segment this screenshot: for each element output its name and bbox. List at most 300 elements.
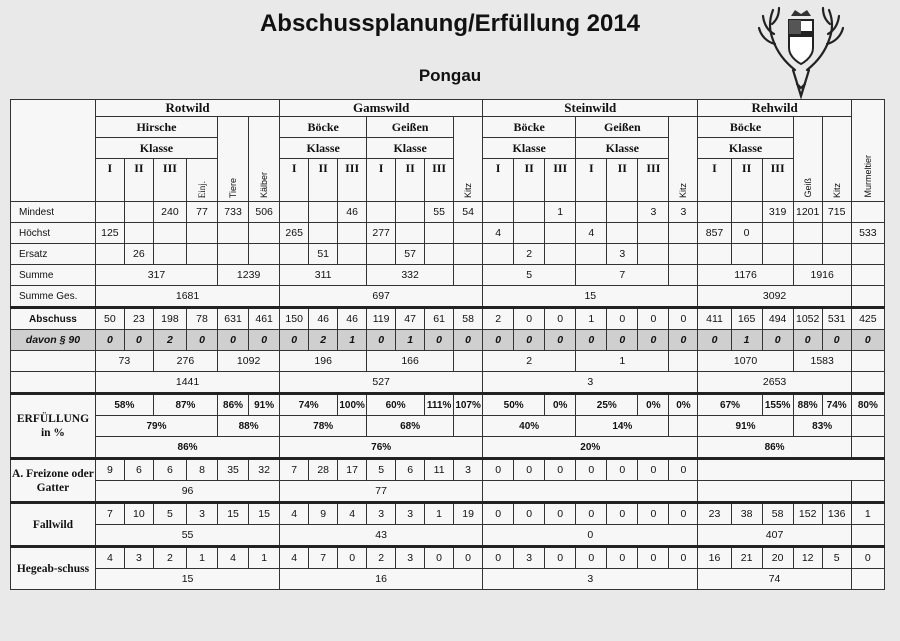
cell: [762, 244, 793, 265]
cell: 46: [338, 202, 367, 223]
cell: 317: [95, 265, 217, 286]
cell: 0: [514, 503, 545, 525]
cell: [607, 202, 638, 223]
cell: 1: [576, 351, 669, 372]
cell: 1583: [793, 351, 851, 372]
cell: 23: [124, 308, 153, 330]
cell: 0: [669, 547, 698, 569]
cell: 91%: [249, 394, 280, 416]
cell: 15: [95, 569, 279, 590]
cell: 68%: [367, 416, 454, 437]
cell: 32: [249, 459, 280, 481]
cell: 74%: [822, 394, 851, 416]
cell: 0: [638, 459, 669, 481]
row-hoechst: [11, 223, 885, 244]
cell: 91%: [698, 416, 793, 437]
cell: 0%: [638, 394, 669, 416]
cell: 125: [95, 223, 124, 244]
cell: 76%: [280, 437, 483, 459]
row-label: Höchst: [11, 223, 96, 244]
cell: [249, 223, 280, 244]
cell: 86%: [218, 394, 249, 416]
cell: [638, 223, 669, 244]
cell: 1: [249, 547, 280, 569]
cell: [851, 202, 884, 223]
cell: [851, 569, 884, 590]
cell: 74%: [280, 394, 338, 416]
group-rehwild: Rehwild: [698, 100, 851, 117]
cell: 3: [483, 569, 698, 590]
cell: [309, 223, 338, 244]
cell: 0%: [545, 394, 576, 416]
cell: 14%: [576, 416, 669, 437]
cell: 0: [124, 330, 153, 351]
col-class: III: [153, 159, 186, 202]
cell: 15: [249, 503, 280, 525]
col-stein-kitz: Kitz: [669, 117, 698, 202]
cell: 0: [425, 330, 454, 351]
cell: 1681: [95, 286, 279, 308]
cell: 26: [124, 244, 153, 265]
stag-antler-crest-icon: [755, 4, 847, 100]
cell: [454, 351, 483, 372]
cell: 697: [280, 286, 483, 308]
cell: [793, 223, 822, 244]
cell: 50%: [483, 394, 545, 416]
cell: 88%: [218, 416, 280, 437]
cell: 0: [638, 547, 669, 569]
cell: 3092: [698, 286, 851, 308]
cell: 4: [218, 547, 249, 569]
cell: 28: [309, 459, 338, 481]
cell: 265: [280, 223, 309, 244]
cell: 3: [396, 547, 425, 569]
sub-hirsche: Hirsche: [95, 117, 217, 138]
cell: 58: [762, 503, 793, 525]
sub-klasse: Klasse: [367, 138, 454, 159]
col-class: I: [576, 159, 607, 202]
cell: 23: [698, 503, 731, 525]
cell: [11, 351, 96, 372]
cell: 50: [95, 308, 124, 330]
cell: [851, 437, 884, 459]
cell: 6: [396, 459, 425, 481]
col-kaelber: Kälber: [249, 117, 280, 202]
cell: [396, 223, 425, 244]
cell: 3: [669, 202, 698, 223]
cell: 0: [669, 330, 698, 351]
cell: [396, 202, 425, 223]
cell: [638, 244, 669, 265]
cell: 60%: [367, 394, 425, 416]
row-label: Summe Ges.: [11, 286, 96, 308]
cell: 1: [731, 330, 762, 351]
cell: [124, 223, 153, 244]
cell: [249, 244, 280, 265]
cell: 0: [576, 330, 607, 351]
sub-klasse: Klasse: [698, 138, 793, 159]
cell: 12: [793, 547, 822, 569]
cell: 20: [762, 547, 793, 569]
cell: 100%: [338, 394, 367, 416]
cell: 0: [607, 459, 638, 481]
row-freizone-sum: [11, 481, 885, 503]
cell: 0: [483, 459, 514, 481]
cell: 4: [338, 503, 367, 525]
row-label: davon § 90: [11, 330, 96, 351]
sub-gams-boecke: Böcke: [280, 117, 367, 138]
cell: [454, 223, 483, 244]
cell: [731, 202, 762, 223]
cell: [669, 351, 698, 372]
cell: 119: [367, 308, 396, 330]
cell: 0: [514, 459, 545, 481]
cell: 0: [793, 330, 822, 351]
cell: [698, 202, 731, 223]
group-gamswild: Gamswild: [280, 100, 483, 117]
cell: 9: [95, 459, 124, 481]
cell: 494: [762, 308, 793, 330]
row-label-freizone: A. Freizone oder Gatter: [11, 459, 96, 503]
col-class: I: [483, 159, 514, 202]
cell: 4: [576, 223, 607, 244]
cell: 107%: [454, 394, 483, 416]
planning-table: [10, 99, 885, 590]
cell: 165: [731, 308, 762, 330]
cell: 0: [514, 330, 545, 351]
sub-stein-boecke: Böcke: [483, 117, 576, 138]
cell: 55: [95, 525, 279, 547]
cell: 506: [249, 202, 280, 223]
cell: 3: [186, 503, 217, 525]
cell: [483, 481, 698, 503]
col-einj: Einj.: [186, 159, 217, 202]
cell: 20%: [483, 437, 698, 459]
cell: 57: [396, 244, 425, 265]
cell: [218, 244, 249, 265]
row-label-hegeabschuss: Hegeab-schuss: [11, 547, 96, 590]
cell: 86%: [698, 437, 851, 459]
cell: 166: [367, 351, 454, 372]
cell: 19: [454, 503, 483, 525]
cell: 1916: [793, 265, 851, 286]
cell: 0: [483, 547, 514, 569]
cell: 58%: [95, 394, 153, 416]
cell: 83%: [793, 416, 851, 437]
row-davon: [11, 330, 885, 351]
cell: 407: [698, 525, 851, 547]
cell: [607, 223, 638, 244]
cell: 3: [124, 547, 153, 569]
col-class: III: [545, 159, 576, 202]
cell: [425, 223, 454, 244]
cell: [793, 244, 822, 265]
row-freizone: [11, 459, 885, 481]
cell: 2653: [698, 372, 851, 394]
cell: 4: [483, 223, 514, 244]
cell: 1: [425, 503, 454, 525]
row-label-fallwild: Fallwild: [11, 503, 96, 547]
cell: 78: [186, 308, 217, 330]
cell: 0: [669, 503, 698, 525]
col-class: III: [338, 159, 367, 202]
cell: 1201: [793, 202, 822, 223]
cell: 0: [607, 308, 638, 330]
cell: 198: [153, 308, 186, 330]
cell: 3: [607, 244, 638, 265]
cell: 87%: [153, 394, 217, 416]
cell: [669, 416, 698, 437]
cell: 0: [669, 459, 698, 481]
cell: [153, 223, 186, 244]
sub-klasse: Klasse: [280, 138, 367, 159]
cell: 0: [669, 308, 698, 330]
cell: [851, 525, 884, 547]
cell: [367, 202, 396, 223]
cell: 2: [153, 330, 186, 351]
cell: [851, 372, 884, 394]
cell: [545, 223, 576, 244]
cell: 46: [338, 308, 367, 330]
cell: [698, 459, 885, 481]
cell: [454, 265, 483, 286]
cell: 332: [367, 265, 454, 286]
row-abschuss-ges: [11, 372, 885, 394]
cell: 152: [793, 503, 822, 525]
sub-klasse: Klasse: [95, 138, 217, 159]
cell: 51: [309, 244, 338, 265]
cell: [698, 244, 731, 265]
cell: 0: [280, 330, 309, 351]
cell: 2: [309, 330, 338, 351]
cell: 0: [454, 330, 483, 351]
cell: 86%: [95, 437, 279, 459]
cell: 77: [186, 202, 217, 223]
cell: 10: [124, 503, 153, 525]
cell: [425, 244, 454, 265]
group-steinwild: Steinwild: [483, 100, 698, 117]
row-summe: [11, 265, 885, 286]
cell: [576, 202, 607, 223]
cell: 0: [731, 223, 762, 244]
cell: 276: [153, 351, 217, 372]
cell: [669, 223, 698, 244]
cell: [483, 244, 514, 265]
cell: 0: [249, 330, 280, 351]
cell: 1239: [218, 265, 280, 286]
col-class: III: [638, 159, 669, 202]
cell: 77: [280, 481, 483, 503]
cell: 61: [425, 308, 454, 330]
cell: [454, 416, 483, 437]
cell: 88%: [793, 394, 822, 416]
cell: 0: [514, 308, 545, 330]
cell: [280, 202, 309, 223]
cell: [851, 481, 884, 503]
row-hegeabschuss-sum: [11, 569, 885, 590]
cell: [851, 244, 884, 265]
cell: 2: [367, 547, 396, 569]
cell: 5: [367, 459, 396, 481]
cell: 311: [280, 265, 367, 286]
cell: [218, 223, 249, 244]
cell: 73: [95, 351, 153, 372]
cell: [124, 202, 153, 223]
cell: 631: [218, 308, 249, 330]
cell: [851, 351, 884, 372]
cell: [851, 416, 884, 437]
cell: [95, 244, 124, 265]
cell: 1: [851, 503, 884, 525]
cell: 0: [95, 330, 124, 351]
cell: 0: [218, 330, 249, 351]
cell: 0: [545, 330, 576, 351]
col-gams-kitz: Kitz: [454, 117, 483, 202]
cell: 54: [454, 202, 483, 223]
cell: 40%: [483, 416, 576, 437]
col-class: I: [280, 159, 309, 202]
cell: 150: [280, 308, 309, 330]
row-ersatz: [11, 244, 885, 265]
cell: 0: [638, 330, 669, 351]
cell: 0: [851, 330, 884, 351]
cell: [95, 202, 124, 223]
cell: 1: [338, 330, 367, 351]
sub-gams-geissen: Geißen: [367, 117, 454, 138]
cell: 2: [514, 244, 545, 265]
col-class: II: [309, 159, 338, 202]
cell: 1052: [793, 308, 822, 330]
col-murmeltier: Murmeltier: [851, 100, 884, 202]
cell: 319: [762, 202, 793, 223]
cell: 96: [95, 481, 279, 503]
cell: 0: [483, 330, 514, 351]
cell: 3: [514, 547, 545, 569]
group-rotwild: Rotwild: [95, 100, 279, 117]
cell: 79%: [95, 416, 217, 437]
cell: [514, 223, 545, 244]
cell: 0: [638, 308, 669, 330]
col-tiere: Tiere: [218, 117, 249, 202]
cell: [669, 265, 698, 286]
cell: 0: [698, 330, 731, 351]
cell: 1: [396, 330, 425, 351]
cell: 0: [425, 547, 454, 569]
cell: [731, 244, 762, 265]
page-subtitle: Pongau: [418, 66, 482, 85]
cell: [483, 202, 514, 223]
cell: 531: [822, 308, 851, 330]
row-hegeabschuss: [11, 547, 885, 569]
sub-reh-boecke: Böcke: [698, 117, 793, 138]
cell: 411: [698, 308, 731, 330]
cell: 3: [396, 503, 425, 525]
cell: 21: [731, 547, 762, 569]
cell: 5: [153, 503, 186, 525]
cell: 16: [280, 569, 483, 590]
sub-klasse: Klasse: [576, 138, 669, 159]
cell: 136: [822, 503, 851, 525]
row-label: Abschuss: [11, 308, 96, 330]
row-erfuellung-2: [11, 416, 885, 437]
row-label: Ersatz: [11, 244, 96, 265]
cell: 715: [822, 202, 851, 223]
cell: 240: [153, 202, 186, 223]
cell: 857: [698, 223, 731, 244]
col-class: III: [425, 159, 454, 202]
col-class: II: [396, 159, 425, 202]
cell: [367, 244, 396, 265]
cell: 2: [153, 547, 186, 569]
cell: 533: [851, 223, 884, 244]
cell: 3: [367, 503, 396, 525]
col-class: I: [698, 159, 731, 202]
cell: 7: [309, 547, 338, 569]
cell: 1092: [218, 351, 280, 372]
cell: 43: [280, 525, 483, 547]
cell: 0: [367, 330, 396, 351]
cell: 3: [454, 459, 483, 481]
cell: 527: [280, 372, 483, 394]
col-class: I: [95, 159, 124, 202]
cell: 1441: [95, 372, 279, 394]
cell: 15: [483, 286, 698, 308]
cell: 7: [280, 459, 309, 481]
cell: [822, 244, 851, 265]
cell: [514, 202, 545, 223]
cell: 0: [638, 503, 669, 525]
cell: 38: [731, 503, 762, 525]
cell: 0: [545, 308, 576, 330]
cell: 0: [545, 459, 576, 481]
cell: [11, 372, 96, 394]
cell: 6: [124, 459, 153, 481]
col-class: II: [514, 159, 545, 202]
row-fallwild: [11, 503, 885, 525]
cell: [669, 244, 698, 265]
col-reh-kitz: Kitz: [822, 117, 851, 202]
cell: 7: [576, 265, 669, 286]
row-label: Mindest: [11, 202, 96, 223]
col-reh-geiss: Geiß: [793, 117, 822, 202]
col-class: II: [731, 159, 762, 202]
cell: 80%: [851, 394, 884, 416]
row-abschuss: [11, 308, 885, 330]
col-class: III: [762, 159, 793, 202]
cell: [338, 223, 367, 244]
cell: 46: [309, 308, 338, 330]
cell: 6: [153, 459, 186, 481]
row-fallwild-sum: [11, 525, 885, 547]
cell: 8: [186, 459, 217, 481]
cell: 0: [851, 547, 884, 569]
sub-stein-geissen: Geißen: [576, 117, 669, 138]
cell: [454, 244, 483, 265]
cell: 4: [280, 503, 309, 525]
cell: 16: [698, 547, 731, 569]
cell: 0: [762, 330, 793, 351]
cell: 1176: [698, 265, 793, 286]
cell: 0: [483, 503, 514, 525]
cell: [186, 244, 217, 265]
cell: 15: [218, 503, 249, 525]
cell: 17: [338, 459, 367, 481]
col-class: I: [367, 159, 396, 202]
cell: 0: [545, 503, 576, 525]
col-class: II: [124, 159, 153, 202]
cell: [851, 286, 884, 308]
cell: 2: [483, 308, 514, 330]
